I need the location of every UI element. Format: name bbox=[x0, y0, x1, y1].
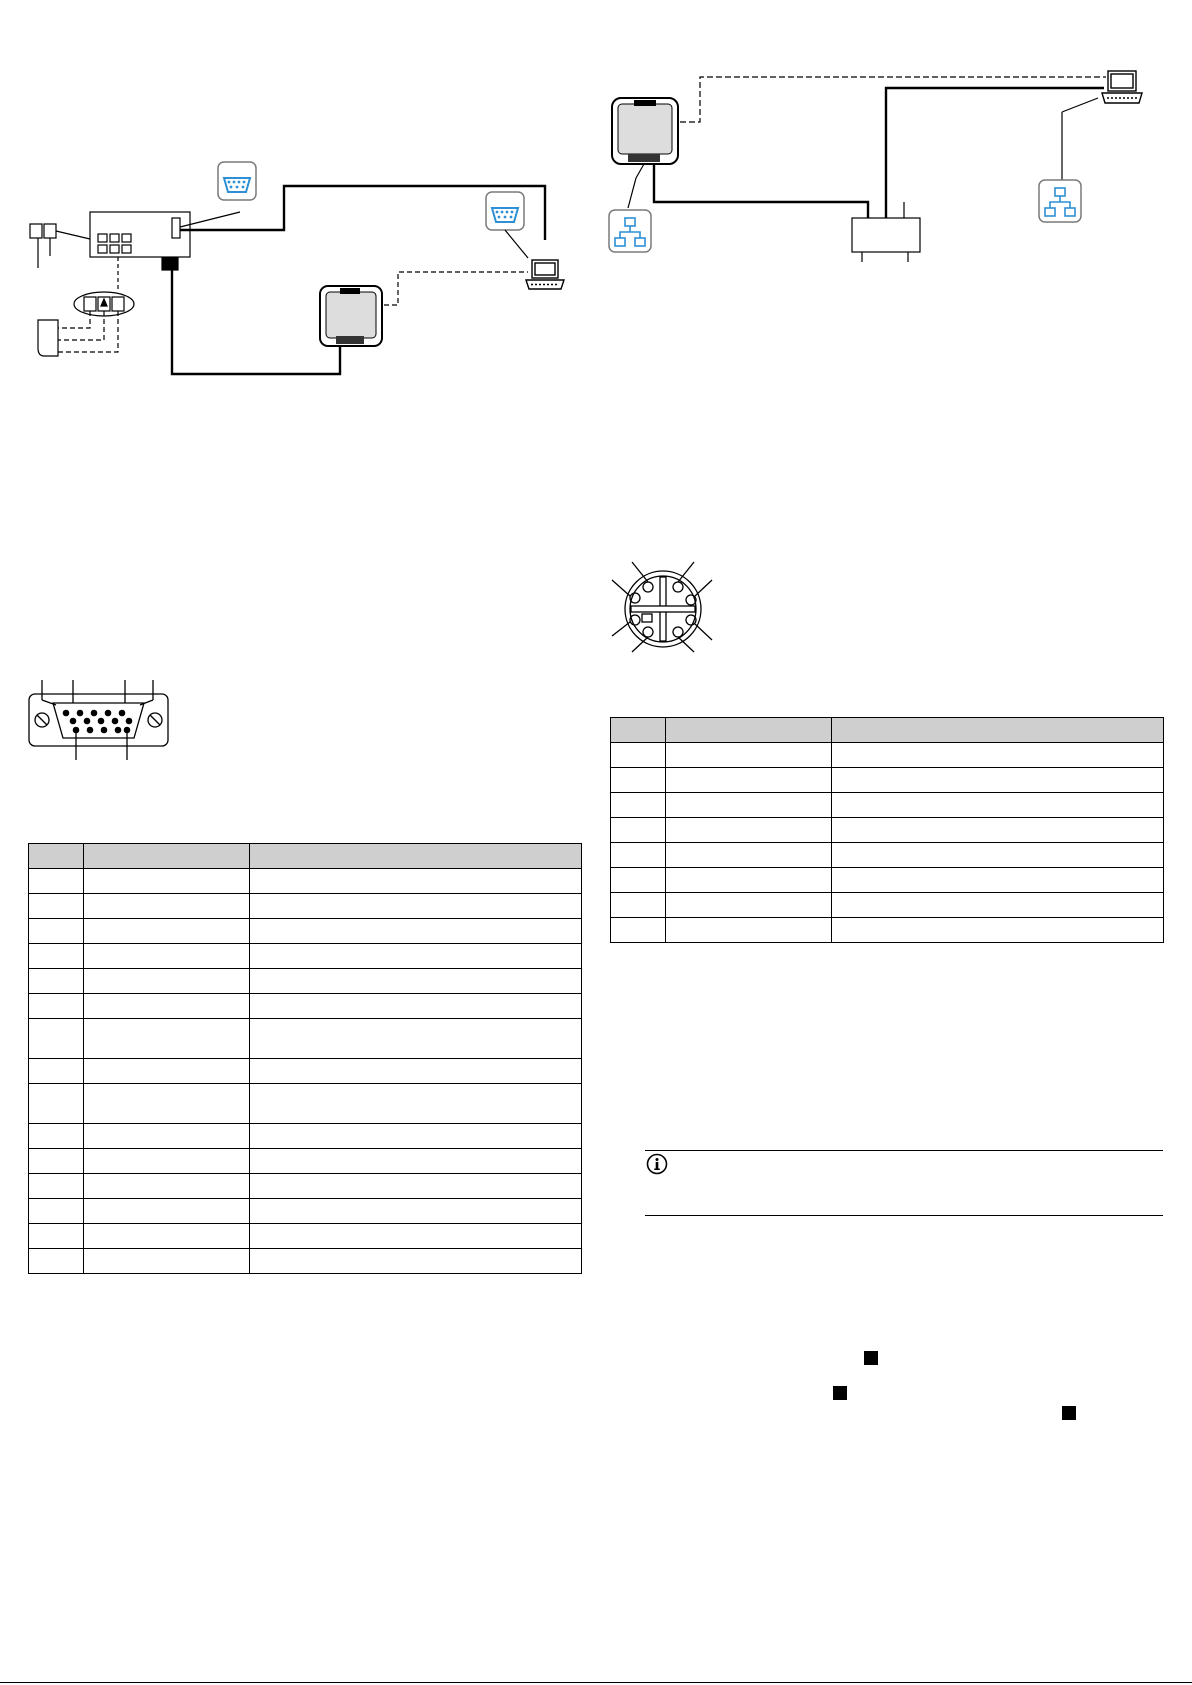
serial-connection-diagram bbox=[0, 150, 580, 380]
table-cell bbox=[84, 1174, 250, 1199]
table-cell bbox=[29, 1019, 84, 1059]
table-row bbox=[611, 743, 1164, 768]
callout-marker bbox=[833, 1386, 847, 1400]
table-cell bbox=[666, 768, 832, 793]
left-pin-table bbox=[28, 843, 582, 1274]
table-cell bbox=[29, 1199, 84, 1224]
table-cell bbox=[250, 919, 582, 944]
table-cell bbox=[29, 1124, 84, 1149]
table-header-row bbox=[29, 844, 582, 869]
table-cell bbox=[611, 918, 666, 943]
m12-8pin-connector-pinout bbox=[605, 555, 725, 670]
table-cell bbox=[666, 893, 832, 918]
table-row bbox=[29, 1084, 582, 1124]
table-cell bbox=[84, 919, 250, 944]
table-cell bbox=[832, 818, 1164, 843]
table-cell bbox=[84, 1084, 250, 1124]
table-cell bbox=[250, 1224, 582, 1249]
info-icon bbox=[646, 1153, 668, 1175]
table-cell bbox=[250, 994, 582, 1019]
table-row bbox=[29, 1199, 582, 1224]
table-cell bbox=[250, 1084, 582, 1124]
table-cell bbox=[84, 894, 250, 919]
column-header bbox=[84, 844, 250, 869]
table-row bbox=[29, 1124, 582, 1149]
table-cell bbox=[29, 944, 84, 969]
table-cell bbox=[84, 869, 250, 894]
table-cell bbox=[250, 1174, 582, 1199]
table-cell bbox=[611, 868, 666, 893]
table-row bbox=[29, 1224, 582, 1249]
table-cell bbox=[84, 1059, 250, 1084]
table-row bbox=[29, 869, 582, 894]
table-row bbox=[29, 994, 582, 1019]
ethernet-icon bbox=[1039, 180, 1081, 222]
table-cell bbox=[832, 843, 1164, 868]
table-cell bbox=[84, 1224, 250, 1249]
table-row bbox=[611, 843, 1164, 868]
table-cell bbox=[666, 793, 832, 818]
table-cell bbox=[832, 768, 1164, 793]
table-row bbox=[611, 918, 1164, 943]
table-cell bbox=[666, 868, 832, 893]
table-cell bbox=[666, 843, 832, 868]
column-header bbox=[29, 844, 84, 869]
table-row bbox=[611, 793, 1164, 818]
table-cell bbox=[666, 918, 832, 943]
table-row bbox=[29, 919, 582, 944]
note-text bbox=[676, 1156, 1156, 1196]
table-row bbox=[29, 894, 582, 919]
column-header bbox=[666, 718, 832, 743]
table-cell bbox=[84, 1149, 250, 1174]
table-cell bbox=[832, 743, 1164, 768]
table-cell bbox=[84, 969, 250, 994]
table-cell bbox=[84, 1124, 250, 1149]
table-cell bbox=[832, 868, 1164, 893]
table-cell bbox=[84, 1199, 250, 1224]
column-header bbox=[611, 718, 666, 743]
table-cell bbox=[84, 994, 250, 1019]
table-cell bbox=[29, 894, 84, 919]
terminal-block-3 bbox=[38, 257, 134, 356]
serial-port-icon bbox=[486, 192, 524, 230]
table-cell bbox=[666, 743, 832, 768]
table-cell bbox=[29, 1174, 84, 1199]
table-cell bbox=[250, 1149, 582, 1174]
table-cell bbox=[250, 1199, 582, 1224]
table-row bbox=[29, 969, 582, 994]
table-cell bbox=[611, 843, 666, 868]
ethernet-connection-diagram bbox=[600, 60, 1160, 270]
table-cell bbox=[29, 1224, 84, 1249]
terminal-block-2 bbox=[30, 224, 90, 268]
table-cell bbox=[29, 1059, 84, 1084]
table-cell bbox=[84, 944, 250, 969]
table-row bbox=[29, 1249, 582, 1274]
table-cell bbox=[250, 1059, 582, 1084]
table-row bbox=[29, 1019, 582, 1059]
table-cell bbox=[29, 919, 84, 944]
table-cell bbox=[250, 944, 582, 969]
table-cell bbox=[29, 969, 84, 994]
table-cell bbox=[29, 994, 84, 1019]
table-cell bbox=[84, 1019, 250, 1059]
table-cell bbox=[29, 1084, 84, 1124]
table-row bbox=[611, 868, 1164, 893]
table-row bbox=[611, 893, 1164, 918]
connection-module bbox=[90, 212, 190, 270]
hd15-connector-pinout bbox=[20, 675, 180, 765]
page-bottom-rule bbox=[0, 1682, 1192, 1683]
table-cell bbox=[832, 893, 1164, 918]
table-cell bbox=[250, 1124, 582, 1149]
note-bottom-rule bbox=[645, 1215, 1163, 1216]
table-row bbox=[611, 768, 1164, 793]
table-cell bbox=[29, 1249, 84, 1274]
right-pin-table bbox=[610, 717, 1164, 943]
table-cell bbox=[666, 818, 832, 843]
callout-marker bbox=[864, 1351, 878, 1365]
table-cell bbox=[84, 1249, 250, 1274]
table-cell bbox=[611, 818, 666, 843]
table-row bbox=[29, 1149, 582, 1174]
scanner-device bbox=[612, 98, 678, 164]
callout-marker bbox=[1062, 1406, 1076, 1420]
table-cell bbox=[611, 893, 666, 918]
column-header bbox=[250, 844, 582, 869]
serial-port-icon bbox=[218, 162, 256, 200]
table-row bbox=[29, 1059, 582, 1084]
table-cell bbox=[250, 1249, 582, 1274]
table-cell bbox=[832, 793, 1164, 818]
ethernet-icon bbox=[609, 210, 651, 252]
table-cell bbox=[250, 869, 582, 894]
table-header-row bbox=[611, 718, 1164, 743]
note-top-rule bbox=[645, 1150, 1163, 1151]
table-cell bbox=[611, 768, 666, 793]
table-cell bbox=[250, 1019, 582, 1059]
table-row bbox=[611, 818, 1164, 843]
table-cell bbox=[832, 918, 1164, 943]
column-header bbox=[832, 718, 1164, 743]
table-cell bbox=[250, 969, 582, 994]
scanner-device bbox=[320, 286, 382, 346]
table-cell bbox=[29, 1149, 84, 1174]
laptop-icon bbox=[526, 260, 564, 289]
laptop-icon bbox=[1102, 71, 1142, 103]
table-cell bbox=[611, 793, 666, 818]
table-cell bbox=[611, 743, 666, 768]
table-cell bbox=[250, 894, 582, 919]
table-cell bbox=[29, 869, 84, 894]
table-row bbox=[29, 1174, 582, 1199]
table-row bbox=[29, 944, 582, 969]
